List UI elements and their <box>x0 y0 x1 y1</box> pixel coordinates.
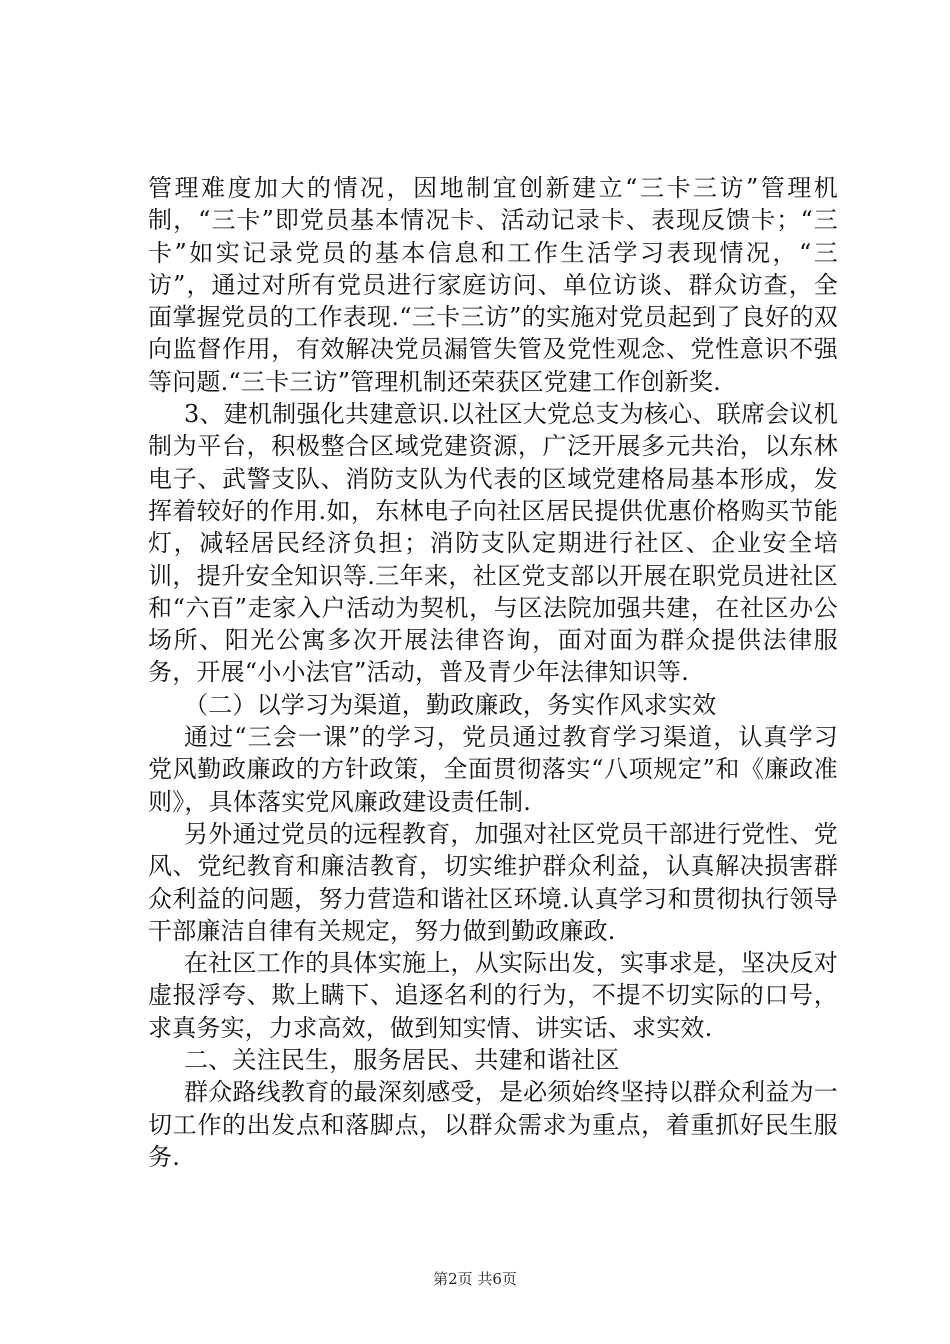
section-heading-livelihood: 二、关注民生，服务居民、共建和谐社区 <box>184 1046 620 1075</box>
paragraph-mechanism: 3、建机制强化共建意识.以社区大党总支为核心、联席会议机制为平台，积极整合区域党建资源，广泛开展多元共治，以东林电子、武警支队、消防支队为代表的区域党建格局基本形成，发挥着较好的作用.如，东林电子向社区居民提供优惠价格购买节能灯，减轻居民经济负担；消防支队定期进行社区、企业安全培训，提升安全知识等.三年来，社区党支部以开展在职党员进社区和“六百”走家入户活动为契机，与区法院加强共建，在社区办公场所、阳光公寓多次开展法律咨询，面对面为群众提供法律服务，开展“小小法官”活动，普及青少年法律知识等. <box>148 400 838 687</box>
paragraph-continuation: 管理难度加大的情况，因地制宜创新建立“三卡三访”管理机制，“三卡”即党员基本情况卡、活动记录卡、表现反馈卡；“三卡”如实记录党员的基本信息和工作生活学习表现情况，“三访”，通过对所有党员进行家庭访问、单位访谈、群众访查，全面掌握党员的工作表现.“三卡三访”的实施对党员起到了良好的双向监督作用，有效解决党员漏管失管及党性观念、党性意识不强等问题.“三卡三访”管理机制还荣获区党建工作创新奖. <box>148 174 838 396</box>
section-heading-study: （二）以学习为渠道，勤政廉政，务实作风求实效 <box>184 690 717 719</box>
page-footer: 第2页 共6页 <box>433 1270 517 1288</box>
paragraph-mass-line: 群众路线教育的最深刻感受，是必须始终坚持以群众利益为一切工作的出发点和落脚点，以群众需求为重点，着重抓好民生服务. <box>148 1078 838 1171</box>
paragraph-remote-education: 另外通过党员的远程教育，加强对社区党员干部进行党性、党风、党纪教育和廉洁教育，切实维护群众利益，认真解决损害群众利益的问题，努力营造和谐社区环境.认真学习和贯彻执行领导干部廉洁自律有关规定，努力做到勤政廉政. <box>148 819 838 945</box>
paragraph-three-meetings: 通过“三会一课”的学习，党员通过教育学习渠道，认真学习党风勤政廉政的方针政策，全面贯彻落实“八项规定”和《廉政准则》，具体落实党风廉政建设责任制. <box>148 723 838 816</box>
body-text <box>148 172 838 1173</box>
paragraph-implementation: 在社区工作的具体实施上，从实际出发，实事求是，坚决反对虚报浮夸、欺上瞒下、追逐名利的行为，不提不切实际的口号，求真务实，力求高效，做到知实情、讲实话、求实效. <box>148 949 838 1042</box>
